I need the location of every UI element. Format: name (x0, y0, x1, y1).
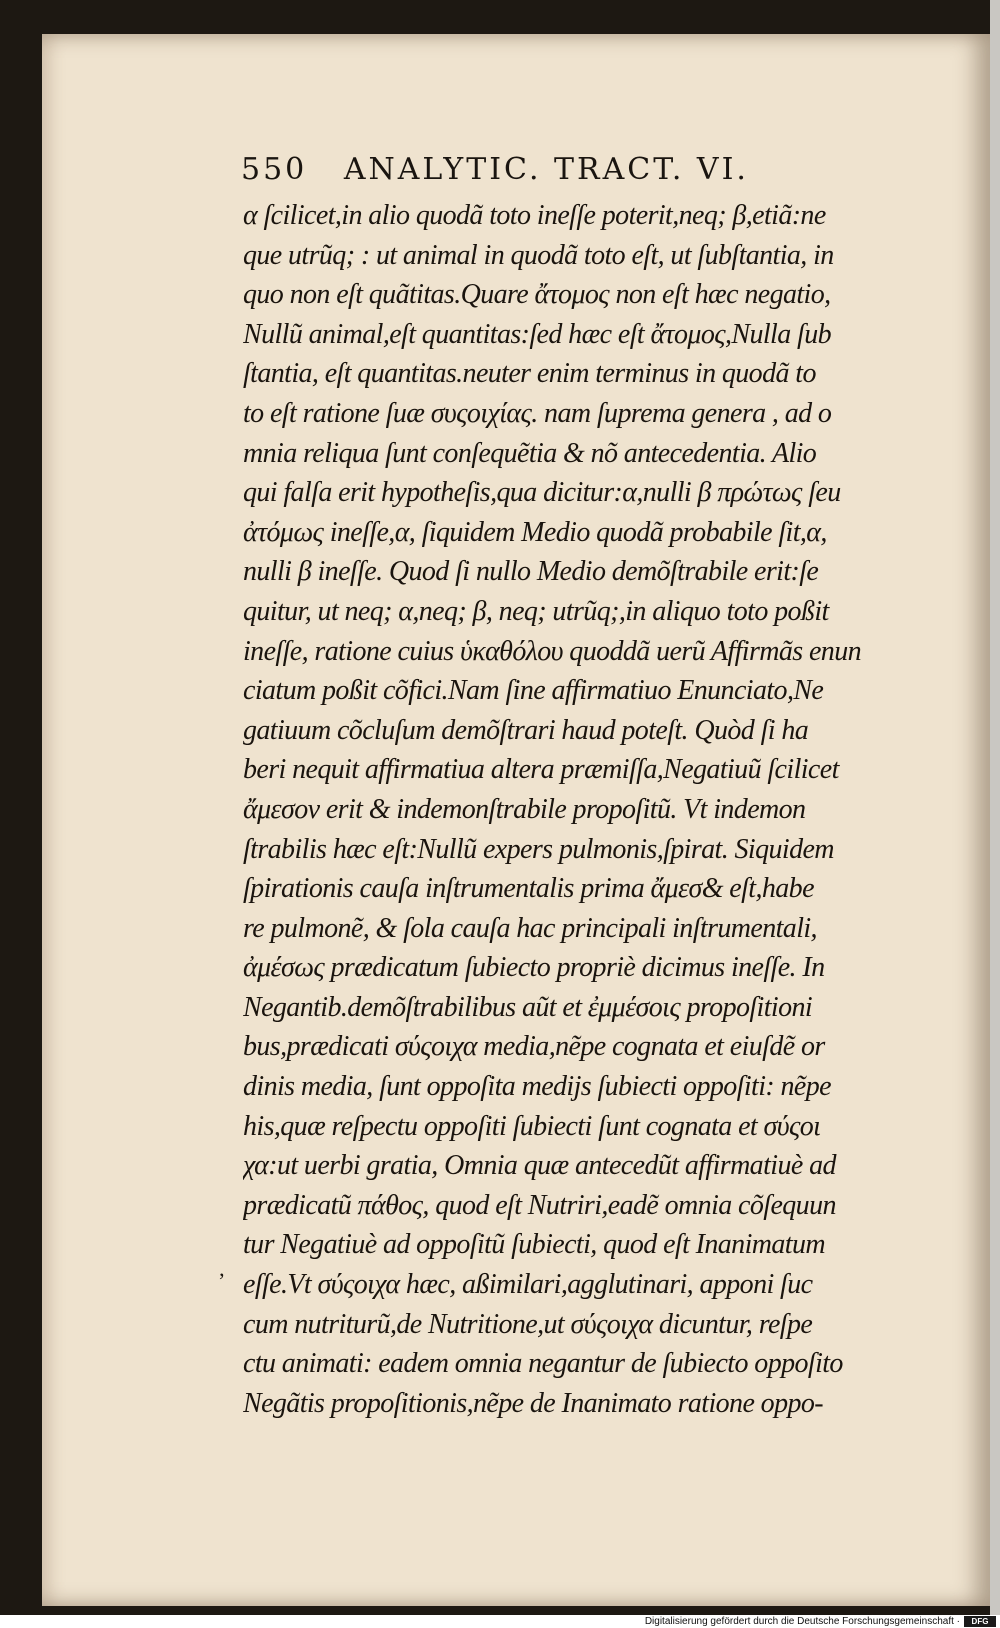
page-header (241, 152, 901, 196)
footer-bar (0, 1615, 1000, 1628)
text-line: dinis media, ſunt oppoſita medijs ſubiecti oppoſiti: nẽpe (243, 1071, 831, 1103)
text-line: his,quæ reſpectu oppoſiti ſubiecti ſunt cognata et σύςοι (243, 1110, 821, 1142)
text-line: ſtantia, eſt quantitas.neuter enim terminus in quodã to (243, 358, 816, 390)
text-line: que utrũq; : ut animal in quodã toto eſt, ut ſubſtantia, in (243, 239, 834, 271)
text-line: ἀμέσως prædicatum ſubiecto propriè dicimus ineſſe. In (243, 952, 825, 984)
running-title: ANALYTIC. TRACT. VI. (343, 152, 749, 187)
text-line: to eſt ratione ſuæ συςοιχίας. nam ſuprema genera , ad o (243, 397, 832, 429)
dfg-logo-icon: DFG (964, 1616, 996, 1627)
text-line: re pulmonẽ, & ſola cauſa hac principali inſtrumentali, (243, 912, 817, 944)
text-line: ciatum poßit cõfici.Nam ſine affirmatiuo Enunciato,Ne (243, 675, 824, 707)
text-line: ineſſe, ratione cuius ὑκαθόλου quoddã uerũ Affirmãs enun (243, 635, 862, 667)
text-line: prædicatũ πάθος, quod eſt Nutriri,eadẽ omnia cõſequun (243, 1189, 836, 1221)
scan-edge (990, 0, 1000, 1615)
text-line: quo non eſt quãtitas.Quare ἄτομος non eſt hæc negatio, (243, 279, 831, 311)
text-line: Negantib.demõſtrabilibus aũt et ἐμμέσοις propoſitioni (243, 991, 813, 1023)
text-line: eſſe.Vt σύςοιχα hæc, aßimilari,agglutinari, apponi ſuc (243, 1269, 813, 1301)
text-line: α ſcilicet,in alio quodã toto ineſſe poterit,neq; β,etiã:ne (243, 200, 826, 231)
text-line: tur Negatiuè ad oppoſitũ ſubiecti, quod eſt Inanimatum (243, 1229, 825, 1261)
text-line: qui falſa erit hypotheſis,qua dicitur:α,nulli β πρώτως ſeu (243, 477, 841, 509)
text-line: Negãtis propoſitionis,nẽpe de Inanimato ratione oppo- (243, 1387, 824, 1419)
text-line: χα:ut uerbi gratia, Omnia quæ antecedũt affirmatiuè ad (243, 1150, 836, 1182)
text-line: quitur, ut neq; α,neq; β, neq; utrũq;,in aliquo toto poßit (243, 595, 829, 627)
text-line: bus,prædicati σύςοιχα media,nẽpe cognata et eiuſdẽ or (243, 1031, 825, 1063)
text-line: gatiuum cõcluſum demõſtrari haud poteſt. Quòd ſi ha (243, 714, 809, 746)
text-line: Nullũ animal,eſt quantitas:ſed hæc eſt ἄτομος,Nulla ſub (243, 318, 832, 350)
text-line: ἀτόμως ineſſe,α, ſiquidem Medio quodã probabile ſit,α, (243, 516, 827, 548)
body-text (243, 196, 933, 1423)
footer-credit: Digitalisierung gefördert durch die Deutsche Forschungsgemeinschaft · (644, 1616, 960, 1627)
text-line: nulli β ineſſe. Quod ſi nullo Medio demõſtrabile erit:ſe (243, 556, 819, 588)
text-line: ſtrabilis hæc eſt:Nullũ expers pulmonis,ſpirat. Siquidem (243, 833, 834, 865)
text-line: ἄμεσον erit & indemonſtrabile propoſitũ. Vt indemon (243, 793, 806, 825)
text-line: beri nequit affirmatiua altera præmiſſa,Negatiuũ ſcilicet (243, 754, 839, 786)
page-number: 550 (241, 152, 308, 187)
text-line: ctu animati: eadem omnia negantur de ſubiecto oppoſito (243, 1348, 843, 1380)
text-line: mnia reliqua ſunt conſequẽtia & nõ antecedentia. Alio (243, 437, 817, 469)
text-line: cum nutriturũ,de Nutritione,ut σύςοιχα dicuntur, reſpe (243, 1308, 813, 1340)
margin-mark: ’ (218, 1268, 226, 1293)
text-line: ſpirationis cauſa inſtrumentalis prima ἄμεσ& eſt,habe (243, 873, 814, 905)
